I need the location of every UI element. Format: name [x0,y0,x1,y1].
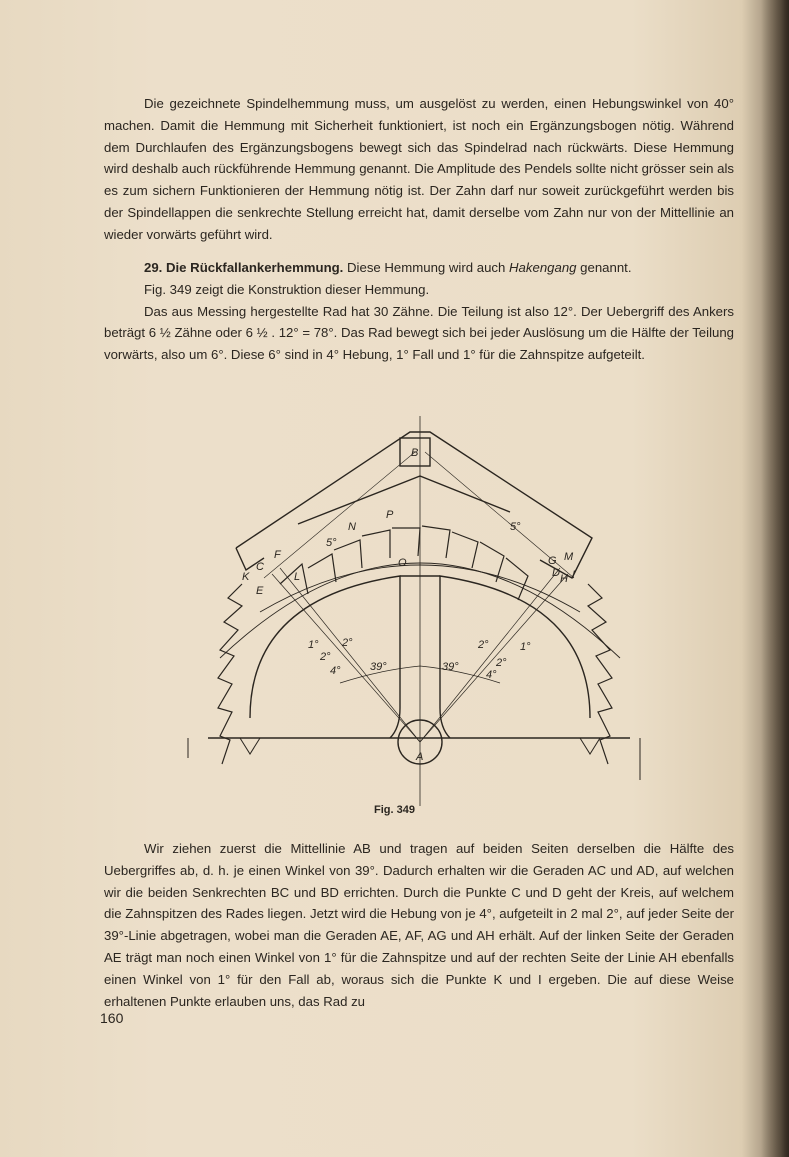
wheel-left-teeth [218,584,242,764]
wheel-right-teeth [588,584,612,764]
book-spine-shadow [761,0,789,1157]
label-two-right: 2° [478,639,489,651]
section-intro-b: genannt. [580,260,632,275]
label-l: L [294,571,301,583]
section-recoil-anchor [104,257,734,366]
section-line2: Fig. 349 zeigt die Konstruktion dieser Hemmung. [144,281,430,297]
figure-caption: Fig. 349 [374,804,415,816]
label-e: E [256,585,264,597]
label-one-right: 1° [520,641,531,653]
figure-349 [180,408,650,808]
label-four-left: 4° [330,665,341,677]
section-line3: Das aus Messing hergestellte Rad hat 30 Zähne. Die Teilung ist also 12°. Der Uebergriff des Ankers beträgt 6 ½ Zähne oder 6 ½ . 12° = 78°. Das Rad bewegt sich bei jeder Auslösung um die Hälfte der Teilung vorwärts, also um 6°. Diese 6° sind in 4° Hebung, 1° Fall und 1° für die Zahnspitze aufgeteilt. [104,303,734,363]
line-af [280,568,420,742]
label-d: D [552,567,560,579]
label-two-left-2: 2° [320,651,331,663]
label-four-right: 4° [486,669,497,681]
line-ae [272,574,420,742]
line-ah [420,574,568,742]
label-m: M [564,551,574,563]
label-k: K [242,571,250,583]
paragraph-spindle-escapement [104,93,734,246]
wheel-right-segment [440,576,590,738]
label-h: H [560,573,568,585]
label-i: I [572,569,576,581]
anchor-inner-top [298,476,510,524]
label-five-right: 5° [510,521,521,533]
escapement-diagram [180,408,650,808]
section-intro-emphasis: Hakengang [509,260,577,275]
label-p: P [386,509,394,521]
label-b: B [411,447,419,459]
section-heading: 29. Die Rückfallankerhemmung. [144,260,344,275]
para1-text: Die gezeichnete Spindelhemmung muss, um ausgelöst zu werden, einen Hebungswinkel von 40° machen. Damit die Hemmung mit Sicherheit funktioniert, ist noch ein Ergänzungsbogen nötig. Während dem Durchlaufen des Ergänzungsbogens bewegt sich das Spindelrad nach rückwärts. Diese Hemmung wird deshalb auch rückführende Hemmung genannt. Die Amplitude des Pendels sollte nicht grösser sein als es zum sichern Funktionieren der Hemmung nötig ist. Der Zahn darf nur soweit zurückgeführt werden bis der Spindellappen die senkrechte Stellung erreicht hat, damit derselbe vom Zahn nur von der Mittellinie an wieder vorwärts geführt wird. [104,96,734,242]
page-number: 160 [100,1010,124,1026]
label-one-left: 1° [308,639,319,651]
label-two-left: 2° [342,637,353,649]
label-angle-right: 39° [442,661,459,673]
label-g: G [548,555,557,567]
label-a: A [416,751,424,763]
para3-text: Wir ziehen zuerst die Mittellinie AB und tragen auf beiden Seiten derselben die Hälfte des Uebergriffes ab, d. h. je einen Winkel von 39°. Dadurch erhalten wir die Geraden AC und AD, auf welchen wir die beiden Senkrechten BC und BD errichten. Durch die Punkte C und D geht der Kreis, auf welchem die Zahnspitzen des Rades liegen. Jetzt wird die Hebung von je 4°, aufgeteilt in 2 mal 2°, auf jeder Seite der 39°-Linie abgetragen, wobei man die Geraden AE, AF, AG und AH erhält. Auf der linken Seite der Geraden AE trägt man noch einen Winkel von 1° für die Zahnspitze und auf der rechten Seite der Linie AH ebenfalls einen Winkel von 1° für den Fall ab, woraus sich die Punkte K und I ergeben. Die auf diese Weise erhaltenen Punkte erlauben uns, das Rad zu [104,841,734,1009]
label-o: O [398,557,407,569]
wheel-bottom-edge [188,738,640,780]
label-five-left: 5° [326,537,337,549]
paragraph-construction [104,838,734,1012]
label-two-right-2: 2° [496,657,507,669]
label-c: C [256,561,264,573]
label-n: N [348,521,356,533]
section-intro-a: Diese Hemmung wird auch [347,260,506,275]
label-angle-left: 39° [370,661,387,673]
line-ag [420,568,560,742]
label-f: F [274,549,281,561]
section-intro [104,257,734,279]
